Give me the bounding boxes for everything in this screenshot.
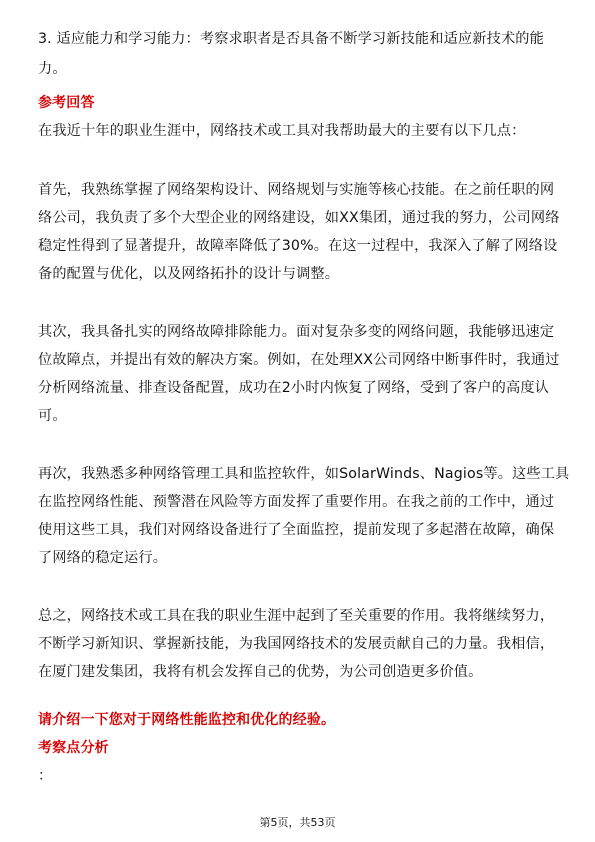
question-3-line-1: 3. 适应能力和学习能力：考察求职者是否具备不断学习新技能和适应新技术的能 [38, 31, 544, 47]
answer-p3-line-1: 再次，我熟悉多种网络管理工具和监控软件，如SolarWinds、Nagios等。这些工具 [38, 466, 570, 482]
next-question-heading: 请介绍一下您对于网络性能监控和优化的经验。 [38, 712, 336, 728]
answer-p3-line-4: 了网络的稳定运行。 [38, 550, 168, 566]
analysis-heading: 考察点分析 [38, 740, 109, 756]
answer-p2-line-2: 位故障点，并提出有效的解决方案。例如，在处理XX公司网络中断事件时，我通过 [38, 352, 560, 368]
answer-p1-line-1: 首先，我熟练掌握了网络架构设计、网络规划与实施等核心技能。在之前任职的网 [38, 182, 555, 198]
answer-intro: 在我近十年的职业生涯中，网络技术或工具对我帮助最大的主要有以下几点： [38, 123, 526, 139]
answer-p1-line-3: 稳定性得到了显著提升，故障率降低了30%。在这一过程中，我深入了解了网络设 [38, 238, 558, 254]
answer-p1-line-2: 络公司，我负责了多个大型企业的网络建设，如XX集团，通过我的努力，公司网络 [38, 210, 560, 226]
answer-p2-line-1: 其次，我具备扎实的网络故障排除能力。面对复杂多变的网络问题，我能够迅速定 [38, 324, 555, 340]
answer-p2-line-4: 可。 [38, 408, 67, 424]
answer-p2-line-3: 分析网络流量、排查设备配置，成功在2小时内恢复了网络，受到了客户的高度认 [38, 380, 549, 396]
answer-p3-line-2: 在监控网络性能、预警潜在风险等方面发挥了重要作用。在我之前的工作中，通过 [38, 494, 555, 510]
analysis-content: ： [38, 768, 53, 784]
answer-p1-line-4: 备的配置与优化，以及网络拓扑的设计与调整。 [38, 266, 340, 282]
answer-p4-line-3: 在厦门建发集团，我将有机会发挥自己的优势，为公司创造更多价值。 [38, 664, 483, 680]
question-3-line-2: 力。 [38, 61, 67, 77]
answer-p4-line-2: 不断学习新知识、掌握新技能，为我国网络技术的发展贡献自己的力量。我相信， [38, 636, 555, 652]
page-number-footer: 第5页，共53页 [259, 816, 336, 829]
answer-p4-line-1: 总之，网络技术或工具在我的职业生涯中起到了至关重要的作用。我将继续努力， [38, 608, 555, 624]
reference-answer-heading: 参考回答 [38, 95, 95, 111]
answer-p3-line-3: 使用这些工具，我们对网络设备进行了全面监控，提前发现了多起潜在故障，确保 [38, 522, 555, 538]
